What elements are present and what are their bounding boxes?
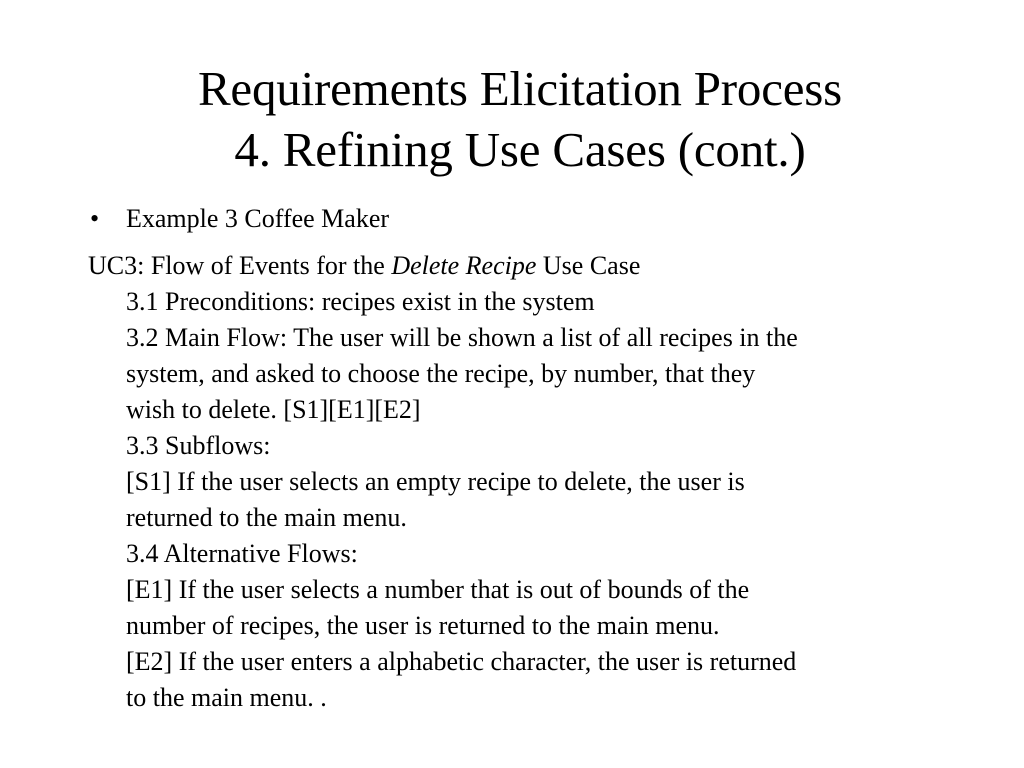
body-line: wish to delete. [S1][E1][E2] (126, 395, 421, 424)
heading-prefix: UC3: Flow of Events for the (88, 251, 392, 280)
slide-title (0, 58, 1024, 180)
heading-emphasis: Delete Recipe (391, 251, 537, 280)
body-line: 3.1 Preconditions: recipes exist in the system (126, 287, 595, 316)
body-line: to the main menu. . (126, 683, 327, 712)
body-line: returned to the main menu. (126, 503, 407, 532)
title-line-2: 4. Refining Use Cases (cont.) (234, 122, 806, 177)
use-case-body (88, 284, 1018, 716)
heading-suffix: Use Case (536, 251, 641, 280)
use-case-block (88, 248, 1018, 716)
bullet-text: Example 3 Coffee Maker (126, 204, 390, 233)
body-line: [E2] If the user enters a alphabetic character, the user is returned (126, 647, 797, 676)
bullet-item (90, 201, 389, 237)
bullet-marker: • (90, 204, 100, 233)
body-line: number of recipes, the user is returned to the main menu. (126, 611, 720, 640)
body-line: 3.3 Subflows: (126, 431, 271, 460)
body-line: 3.2 Main Flow: The user will be shown a list of all recipes in the (126, 323, 798, 352)
title-line-1: Requirements Elicitation Process (197, 61, 843, 116)
body-line: system, and asked to choose the recipe, by number, that they (126, 359, 756, 388)
body-line: [E1] If the user selects a number that is out of bounds of the (126, 575, 750, 604)
body-line: 3.4 Alternative Flows: (126, 539, 358, 568)
use-case-heading (88, 248, 1018, 284)
body-line: [S1] If the user selects an empty recipe to delete, the user is (126, 467, 745, 496)
